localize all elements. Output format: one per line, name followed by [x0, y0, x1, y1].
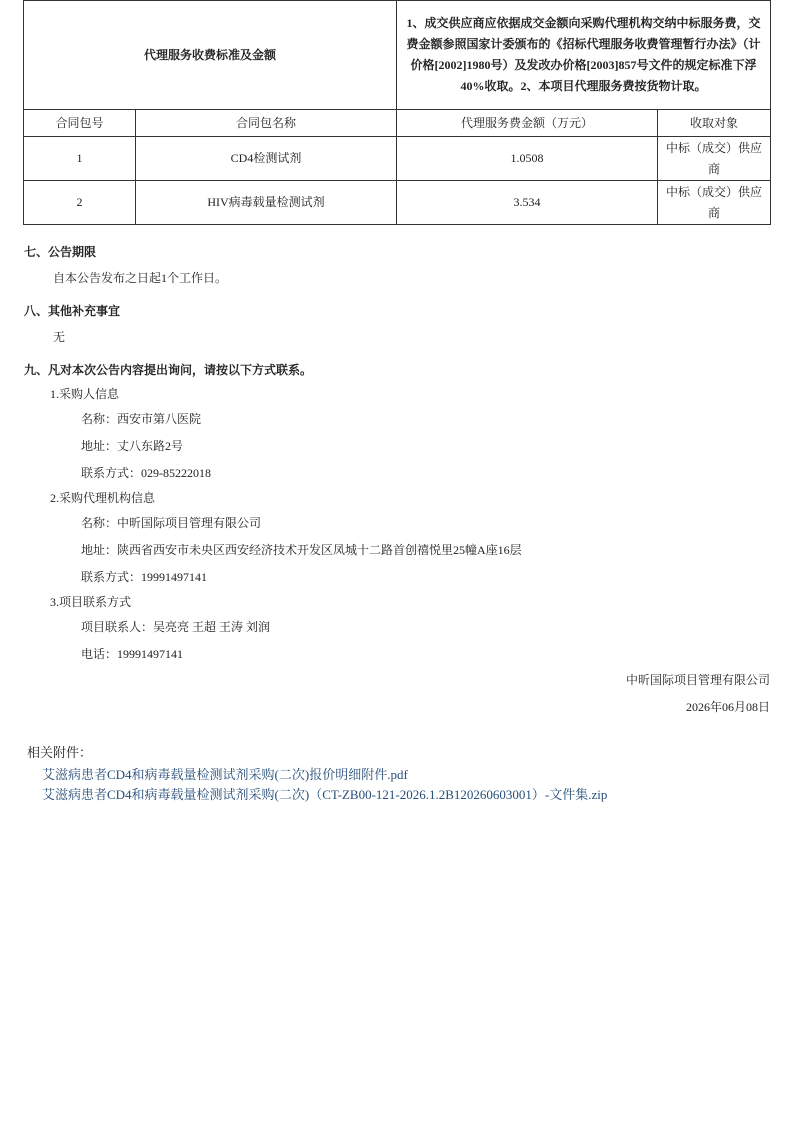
- signature-date: 2026年06月08日: [685, 700, 770, 714]
- column-header-package-name: 合同包名称: [136, 110, 397, 137]
- attachment-link-pdf[interactable]: 艾滋病患者CD4和病毒载量检测试剂采购(二次)报价明细附件.pdf: [42, 767, 408, 782]
- agency-contact: 联系方式：19991497141: [81, 570, 208, 584]
- column-header-fee-amount: 代理服务费金额（万元）: [397, 110, 658, 137]
- agency-name: 名称：中昕国际项目管理有限公司: [81, 516, 262, 530]
- purchaser-contact: 联系方式：029-85222018: [81, 466, 211, 480]
- column-header-payer: 收取对象: [658, 110, 771, 137]
- purchaser-address: 地址：丈八东路2号: [81, 439, 184, 453]
- fee-standard-text: 1、成交供应商应依据成交金额向采购代理机构交纳中标服务费，交费金额参照国家计委颁布的《招标代理服务收费管理暂行办法》（计价格[2002]1980号）及发改办价格[2003]857号文件的规定标准下浮40%收取。2、本项目代理服务费按货物计取。: [397, 1, 771, 110]
- project-contact-people: 项目联系人：吴亮亮 王超 王涛 刘润: [81, 620, 271, 634]
- project-contact-heading: 3.项目联系方式: [50, 595, 132, 609]
- section-8-text: 无: [53, 330, 66, 344]
- table-row: [24, 181, 771, 225]
- package-no-cell: 1: [24, 137, 136, 181]
- table-row: [24, 137, 771, 181]
- section-9-title: 九、凡对本次公告内容提出询问，请按以下方式联系。: [24, 363, 313, 377]
- package-no-cell: 2: [24, 181, 136, 225]
- package-name-cell: HIV病毒载量检测试剂: [136, 181, 397, 225]
- project-contact-phone: 电话：19991497141: [81, 647, 184, 661]
- signature-company: 中昕国际项目管理有限公司: [625, 673, 770, 687]
- package-name-cell: CD4检测试剂: [136, 137, 397, 181]
- section-7-text: 自本公告发布之日起1个工作日。: [53, 271, 228, 285]
- table-header-row: [24, 110, 771, 137]
- agency-heading: 2.采购代理机构信息: [50, 491, 156, 505]
- payer-cell: 中标（成交）供应商: [658, 137, 771, 181]
- fee-standard-label: 代理服务收费标准及金额: [24, 1, 397, 110]
- attachment-link-zip[interactable]: 艾滋病患者CD4和病毒载量检测试剂采购(二次)（CT-ZB00-121-2026.1.2B120260603001）-文件集.zip: [42, 787, 608, 802]
- agency-fee-table: [23, 0, 771, 225]
- column-header-package-no: 合同包号: [24, 110, 136, 137]
- purchaser-heading: 1.采购人信息: [50, 387, 120, 401]
- section-7-title: 七、公告期限: [24, 245, 97, 259]
- fee-amount-cell: 3.534: [397, 181, 658, 225]
- section-8-title: 八、其他补充事宜: [24, 304, 121, 318]
- purchaser-name: 名称：西安市第八医院: [81, 412, 202, 426]
- attachments-title: 相关附件：: [27, 745, 93, 760]
- agency-address: 地址：陕西省西安市未央区西安经济技术开发区凤城十二路首创禧悦里25幢A座16层: [81, 543, 522, 557]
- fee-amount-cell: 1.0508: [397, 137, 658, 181]
- payer-cell: 中标（成交）供应商: [658, 181, 771, 225]
